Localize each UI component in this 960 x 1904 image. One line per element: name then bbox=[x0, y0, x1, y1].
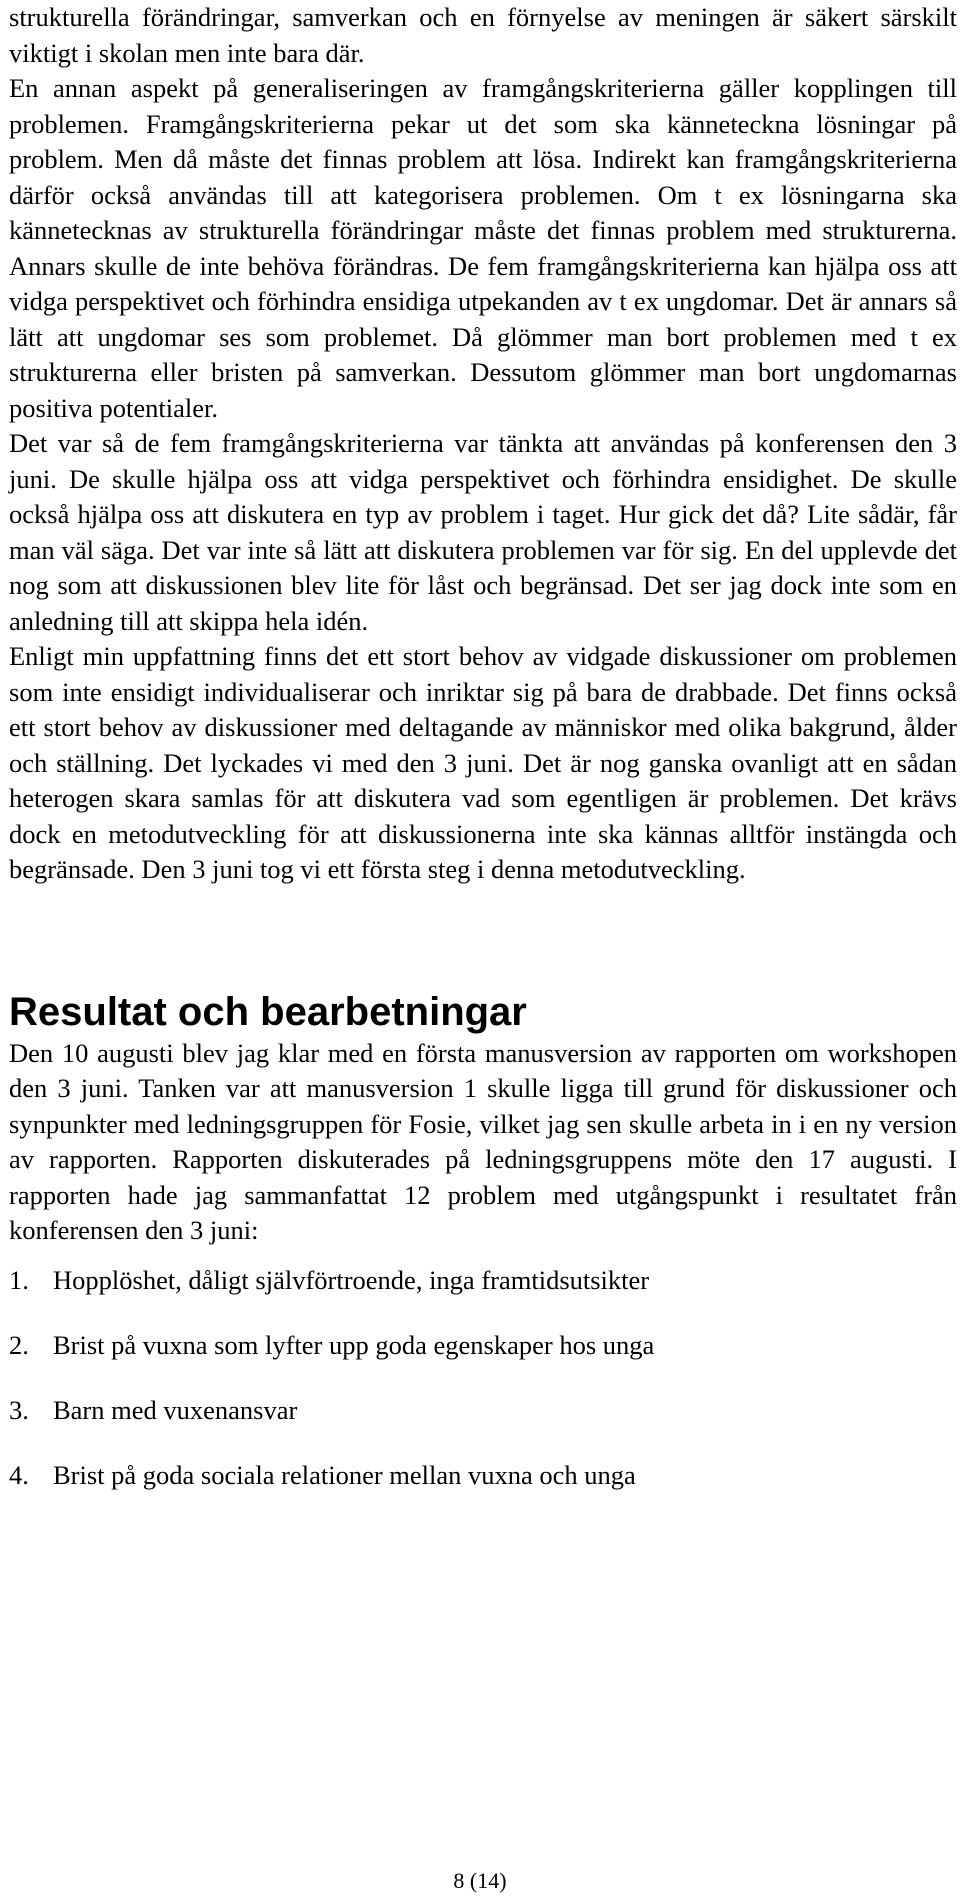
list-item-text: Barn med vuxenansvar bbox=[53, 1394, 298, 1425]
list-item-number: 2. bbox=[9, 1329, 29, 1360]
problem-list bbox=[9, 1263, 957, 1494]
list-item-number: 3. bbox=[9, 1394, 29, 1425]
paragraph-results: Den 10 augusti blev jag klar med en första manusversion av rapporten om workshopen den 3 juni. Tanken var att manusversion 1 skulle ligga till grund för diskussioner och synpunkter med ledningsgruppen för Fosie, vilket jag sen skulle arbeta in i en ny version av rapporten. Rapporten diskuterades på ledningsgruppens möte den 17 augusti. I rapporten hade jag sammanfattat 12 problem med utgångspunkt i resultatet från konferensen den 3 juni: bbox=[9, 1037, 957, 1245]
section-heading: Resultat och bearbetningar bbox=[9, 989, 527, 1034]
paragraph-opinion: Enligt min uppfattning finns det ett stort behov av vidgade diskussioner om problemen som inte ensidigt individualiserar och inriktar sig på bara de drabbade. Det finns också ett stort behov av diskussioner med deltagande av människor med olika bakgrund, ålder och ställning. Det lyckades vi med den 3 juni. Det är nog ganska ovanligt att en sådan heterogen skara samlas för att diskutera vad som egentligen är problemen. Det krävs dock en metodutveckling för att diskussionerna inte ska kännas alltför instängda och begränsade. Den 3 juni tog vi ett första steg i denna metodutveckling. bbox=[9, 641, 957, 884]
list-item-number: 1. bbox=[9, 1264, 29, 1295]
list-item-text: Hopplöshet, dåligt självförtroende, inga framtidsutsikter bbox=[53, 1264, 650, 1295]
list-item bbox=[9, 1263, 957, 1299]
list-item bbox=[9, 1328, 957, 1364]
list-item bbox=[9, 1458, 957, 1494]
list-item-number: 4. bbox=[9, 1459, 29, 1490]
page-content bbox=[9, 0, 957, 1523]
list-item-text: Brist på goda sociala relationer mellan vuxna och unga bbox=[53, 1459, 636, 1490]
paragraph-conference: Det var så de fem framgångskriterierna var tänkta att användas på konferensen den 3 juni. De skulle hjälpa oss att vidga perspektivet och förhindra ensidighet. De skulle också hjälpa oss att diskutera en typ av problem i taget. Hur gick det då? Lite sådär, får man väl säga. Det var inte så lätt att diskutera problemen var för sig. En del upplevde det nog som att diskussionen blev lite för låst och begränsad. Det ser jag dock inte som en anledning till att skippa hela idén. bbox=[9, 428, 957, 636]
list-item-text: Brist på vuxna som lyfter upp goda egenskaper hos unga bbox=[53, 1329, 655, 1360]
paragraph-continuation: strukturella förändringar, samverkan och en förnyelse av meningen är säkert särskilt viktigt i skolan men inte bara där. bbox=[9, 2, 957, 68]
page-number: 8 (14) bbox=[453, 1868, 507, 1893]
list-item bbox=[9, 1393, 957, 1429]
paragraph-generalization: En annan aspekt på generaliseringen av framgångskriterierna gäller kopplingen till problemen. Framgångskriterierna pekar ut det som ska känneteckna lösningar på problem. Men då måste det finnas problem att lösa. Indirekt kan framgångskriterierna därför också användas till att kategorisera problemen. Om t ex lösningarna ska kännetecknas av strukturella förändringar måste det finnas problem med strukturerna. Annars skulle de inte behöva förändras. De fem framgångskriterierna kan hjälpa oss att vidga perspektivet och förhindra ensidiga utpekanden av t ex ungdomar. Det är annars så lätt att ungdomar ses som problemet. Då glömmer man bort problemen med t ex strukturerna eller bristen på samverkan. Dessutom glömmer man bort ungdomarnas positiva potentialer. bbox=[9, 73, 957, 423]
